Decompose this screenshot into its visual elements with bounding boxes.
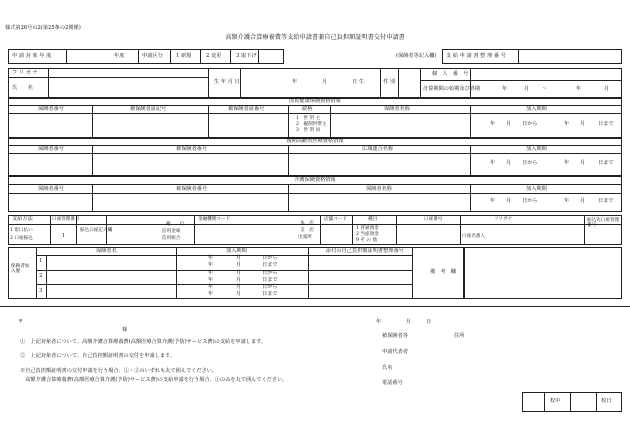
pay-method-transfer[interactable]: 2 口座振込 (10, 236, 33, 241)
submit-month: 月 (406, 319, 412, 325)
nhi-symbol: 被保険者証記号 (130, 106, 167, 112)
care-number: 被保険者番号 (176, 186, 208, 192)
member-row-month: 月 (236, 284, 242, 290)
fiscal-year-label: 申 請 対 象 年 度 (12, 53, 52, 59)
member-row-index: 3 (39, 288, 43, 294)
member-row-from: 日から (262, 284, 278, 290)
members-insurer-label: 保険者名 (96, 248, 117, 254)
ref-number-label: 支 給 申 請 書 整 理 番 号 (446, 53, 506, 59)
account-no-label: 口座番号 (424, 217, 443, 222)
care-y2: 年 (564, 198, 570, 204)
elder-m2: 月 (580, 160, 586, 166)
insurer-entry-label: (保険者等記入欄) (396, 53, 437, 59)
member-row-from: 日から (262, 270, 278, 276)
elder-insurer-no: 保険者番号 (38, 146, 64, 152)
care-from: 日から (522, 198, 538, 204)
form-title: 高額介護合算療養費等支給申請書兼自己負担額証明書交付申請書 (225, 34, 405, 41)
pay-method-label: 支給方法 (12, 216, 33, 222)
transfer-manage-label: 振込先口座管理番号 (587, 218, 620, 229)
nhi-rel-quasi[interactable]: 2 擬制世帯主 (296, 122, 327, 127)
elder-title: 後期高齢者医療資格情報 (286, 138, 344, 144)
dob-label: 生 年 月 日 (214, 79, 240, 85)
submit-year: 年 (376, 319, 382, 325)
applicant-name-label: 氏名 (382, 365, 393, 371)
bank-code-label: 金融機関コード (198, 217, 231, 222)
pay-manage-no-label: 口座管理番号 (52, 217, 80, 222)
care-m1: 月 (506, 198, 512, 204)
nhi-m1: 月 (506, 121, 512, 127)
elder-from: 日から (522, 160, 538, 166)
member-row-month2: 月 (236, 291, 242, 297)
members-side-label: 保険者加入歴 (11, 264, 30, 275)
branch-branch[interactable]: 支 店 (300, 228, 314, 233)
form-number: 様式第26号の2(第25条の2関係) (5, 25, 81, 31)
nhi-from: 日から (522, 121, 538, 127)
personal-info-block (8, 68, 622, 98)
care-to: 日まで (598, 198, 614, 204)
account-type-other[interactable]: 9 そ の 他 (356, 238, 378, 243)
category-new[interactable]: 1 新規 (176, 53, 192, 59)
period-year2: 年 (576, 86, 582, 92)
account-type-ordinary[interactable]: 1 普通預金 (356, 226, 379, 231)
nhi-number: 被保険者証番号 (228, 106, 265, 112)
statement-1: ① 上記対象者について、高額介護合算療養費(高額医療合算介護(予防)サービス費)の支給を申請します。 (20, 339, 267, 345)
member-row-to: 日まで (262, 277, 278, 283)
remark-box (464, 247, 622, 299)
members-enroll-label: 加入期間 (226, 248, 247, 254)
period-label: 計算期間の始期及び終期 (423, 86, 481, 92)
member-row-to: 日まで (262, 291, 278, 297)
member-row-year: 年 (208, 270, 214, 276)
members-cert-label: 添付の自己負担額証明書整理番号 (326, 248, 404, 254)
care-enroll: 加入期間 (526, 186, 547, 192)
nhi-insurer-name: 保険者名称 (384, 106, 410, 112)
category-withdraw[interactable]: 3 取下げ (236, 53, 257, 59)
member-row-from: 日から (262, 255, 278, 261)
note-1: ※自己負担額証明書の交付申請を行う場合、①・②のいずれも丸で囲んでください。 (20, 368, 218, 374)
nhi-insurer-no: 保険者番号 (38, 106, 64, 112)
note-2: 高額介護合算療養費(高額医療合算介護(予防)サービス費)の支給申請を行う場合、①のみを丸で囲んでください。 (20, 377, 288, 383)
dob-month: 月 (322, 79, 328, 85)
phone-label: 電話番号 (382, 380, 403, 386)
dob-day: 日 生 (352, 79, 365, 85)
store-code-label: 店舗コード (324, 217, 347, 222)
nhi-title: 国民健康保険資格情報 (289, 98, 341, 104)
nhi-to: 日まで (598, 121, 614, 127)
member-row-index: 1 (39, 258, 43, 264)
member-row-year2: 年 (208, 262, 214, 268)
account-type-label: 種目 (368, 217, 378, 222)
holder-furigana-label: フリガナ (494, 217, 513, 222)
personal-number-label: 個 人 番 号 (432, 71, 469, 77)
member-row-month2: 月 (236, 277, 242, 283)
category-label: 申請区分 (142, 53, 163, 59)
care-m2: 月 (580, 198, 586, 204)
care-y1: 年 (490, 198, 496, 204)
elder-enroll: 加入期間 (526, 146, 547, 152)
fiscal-year-suffix: 年度 (114, 53, 125, 59)
nhi-rel-head[interactable]: 1 世 帯 主 (296, 116, 321, 121)
holder-label: 口座名義人 (462, 234, 485, 239)
elder-m1: 月 (506, 160, 512, 166)
applicant-label: 申請代表者 (382, 349, 408, 355)
insured-label: 被保険者等 (382, 333, 408, 339)
branch-office[interactable]: 出張所 (298, 235, 312, 240)
furigana-label: フ リ ガ ナ (12, 70, 38, 76)
period-month: 月 (524, 86, 530, 92)
period-tilde: ～ (542, 86, 548, 92)
member-row-month: 月 (236, 255, 242, 261)
submit-day: 日 (426, 319, 432, 325)
care-title: 介護保険資格情報 (294, 177, 336, 183)
elder-y1: 年 (490, 160, 496, 166)
member-row-year: 年 (208, 255, 214, 261)
nhi-enroll: 加入期間 (526, 106, 547, 112)
category-change[interactable]: 2 変更 (206, 53, 222, 59)
care-insurer-no: 保険者番号 (38, 186, 64, 192)
pay-manage-no-value: 1 (62, 233, 66, 239)
bank-type-kumiai[interactable]: 信用組合 (162, 236, 181, 241)
elder-y2: 年 (564, 160, 570, 166)
statement-2: ② 上記対象者について、自己負担額証明書の交付を申請します。 (20, 353, 176, 359)
member-row-index: 2 (39, 273, 43, 279)
care-insurer-name: 保険者名称 (366, 186, 392, 192)
addressee-honorific: 様 (122, 327, 128, 333)
section-divider (0, 306, 630, 307)
name-label: 氏 名 (12, 85, 33, 91)
pay-method-counter[interactable]: 1 窓口払い (10, 228, 33, 233)
address-label: 住所 (454, 333, 465, 339)
branch-head[interactable]: 本 店 (300, 221, 314, 226)
remark-label: 備 考 欄 (430, 269, 456, 275)
elder-to: 日まで (598, 160, 614, 166)
footer-date: 校日 (601, 398, 612, 404)
footer-sched: 校中 (550, 398, 561, 404)
nhi-y2: 年 (564, 121, 570, 127)
member-row-year: 年 (208, 284, 214, 290)
period-month2: 月 (604, 86, 610, 92)
member-row-month: 月 (236, 270, 242, 276)
transfer-entry-label: 振込口座記入欄 (80, 228, 113, 233)
member-row-month2: 月 (236, 262, 242, 268)
nhi-rel-member[interactable]: 3 世 帯 員 (296, 128, 321, 133)
member-row-to: 日まで (262, 262, 278, 268)
bank-type-shinkin[interactable]: 信用金庫 (162, 229, 181, 234)
period-year: 年 (502, 86, 508, 92)
member-row-year2: 年 (208, 291, 214, 297)
nhi-relation: 続柄 (302, 106, 313, 112)
elder-union-name: 広域連合名称 (362, 146, 394, 152)
bank-type-bank[interactable]: 銀 行 (166, 222, 185, 227)
nhi-y1: 年 (490, 121, 496, 127)
elder-number: 被保険者番号 (176, 146, 208, 152)
nhi-m2: 月 (580, 121, 586, 127)
dob-year: 年 (292, 79, 298, 85)
postal-mark: 〒 (18, 319, 24, 325)
sex-label: 性 別 (383, 79, 396, 85)
member-row-year2: 年 (208, 277, 214, 283)
account-type-current[interactable]: 2 当座預金 (356, 232, 379, 237)
